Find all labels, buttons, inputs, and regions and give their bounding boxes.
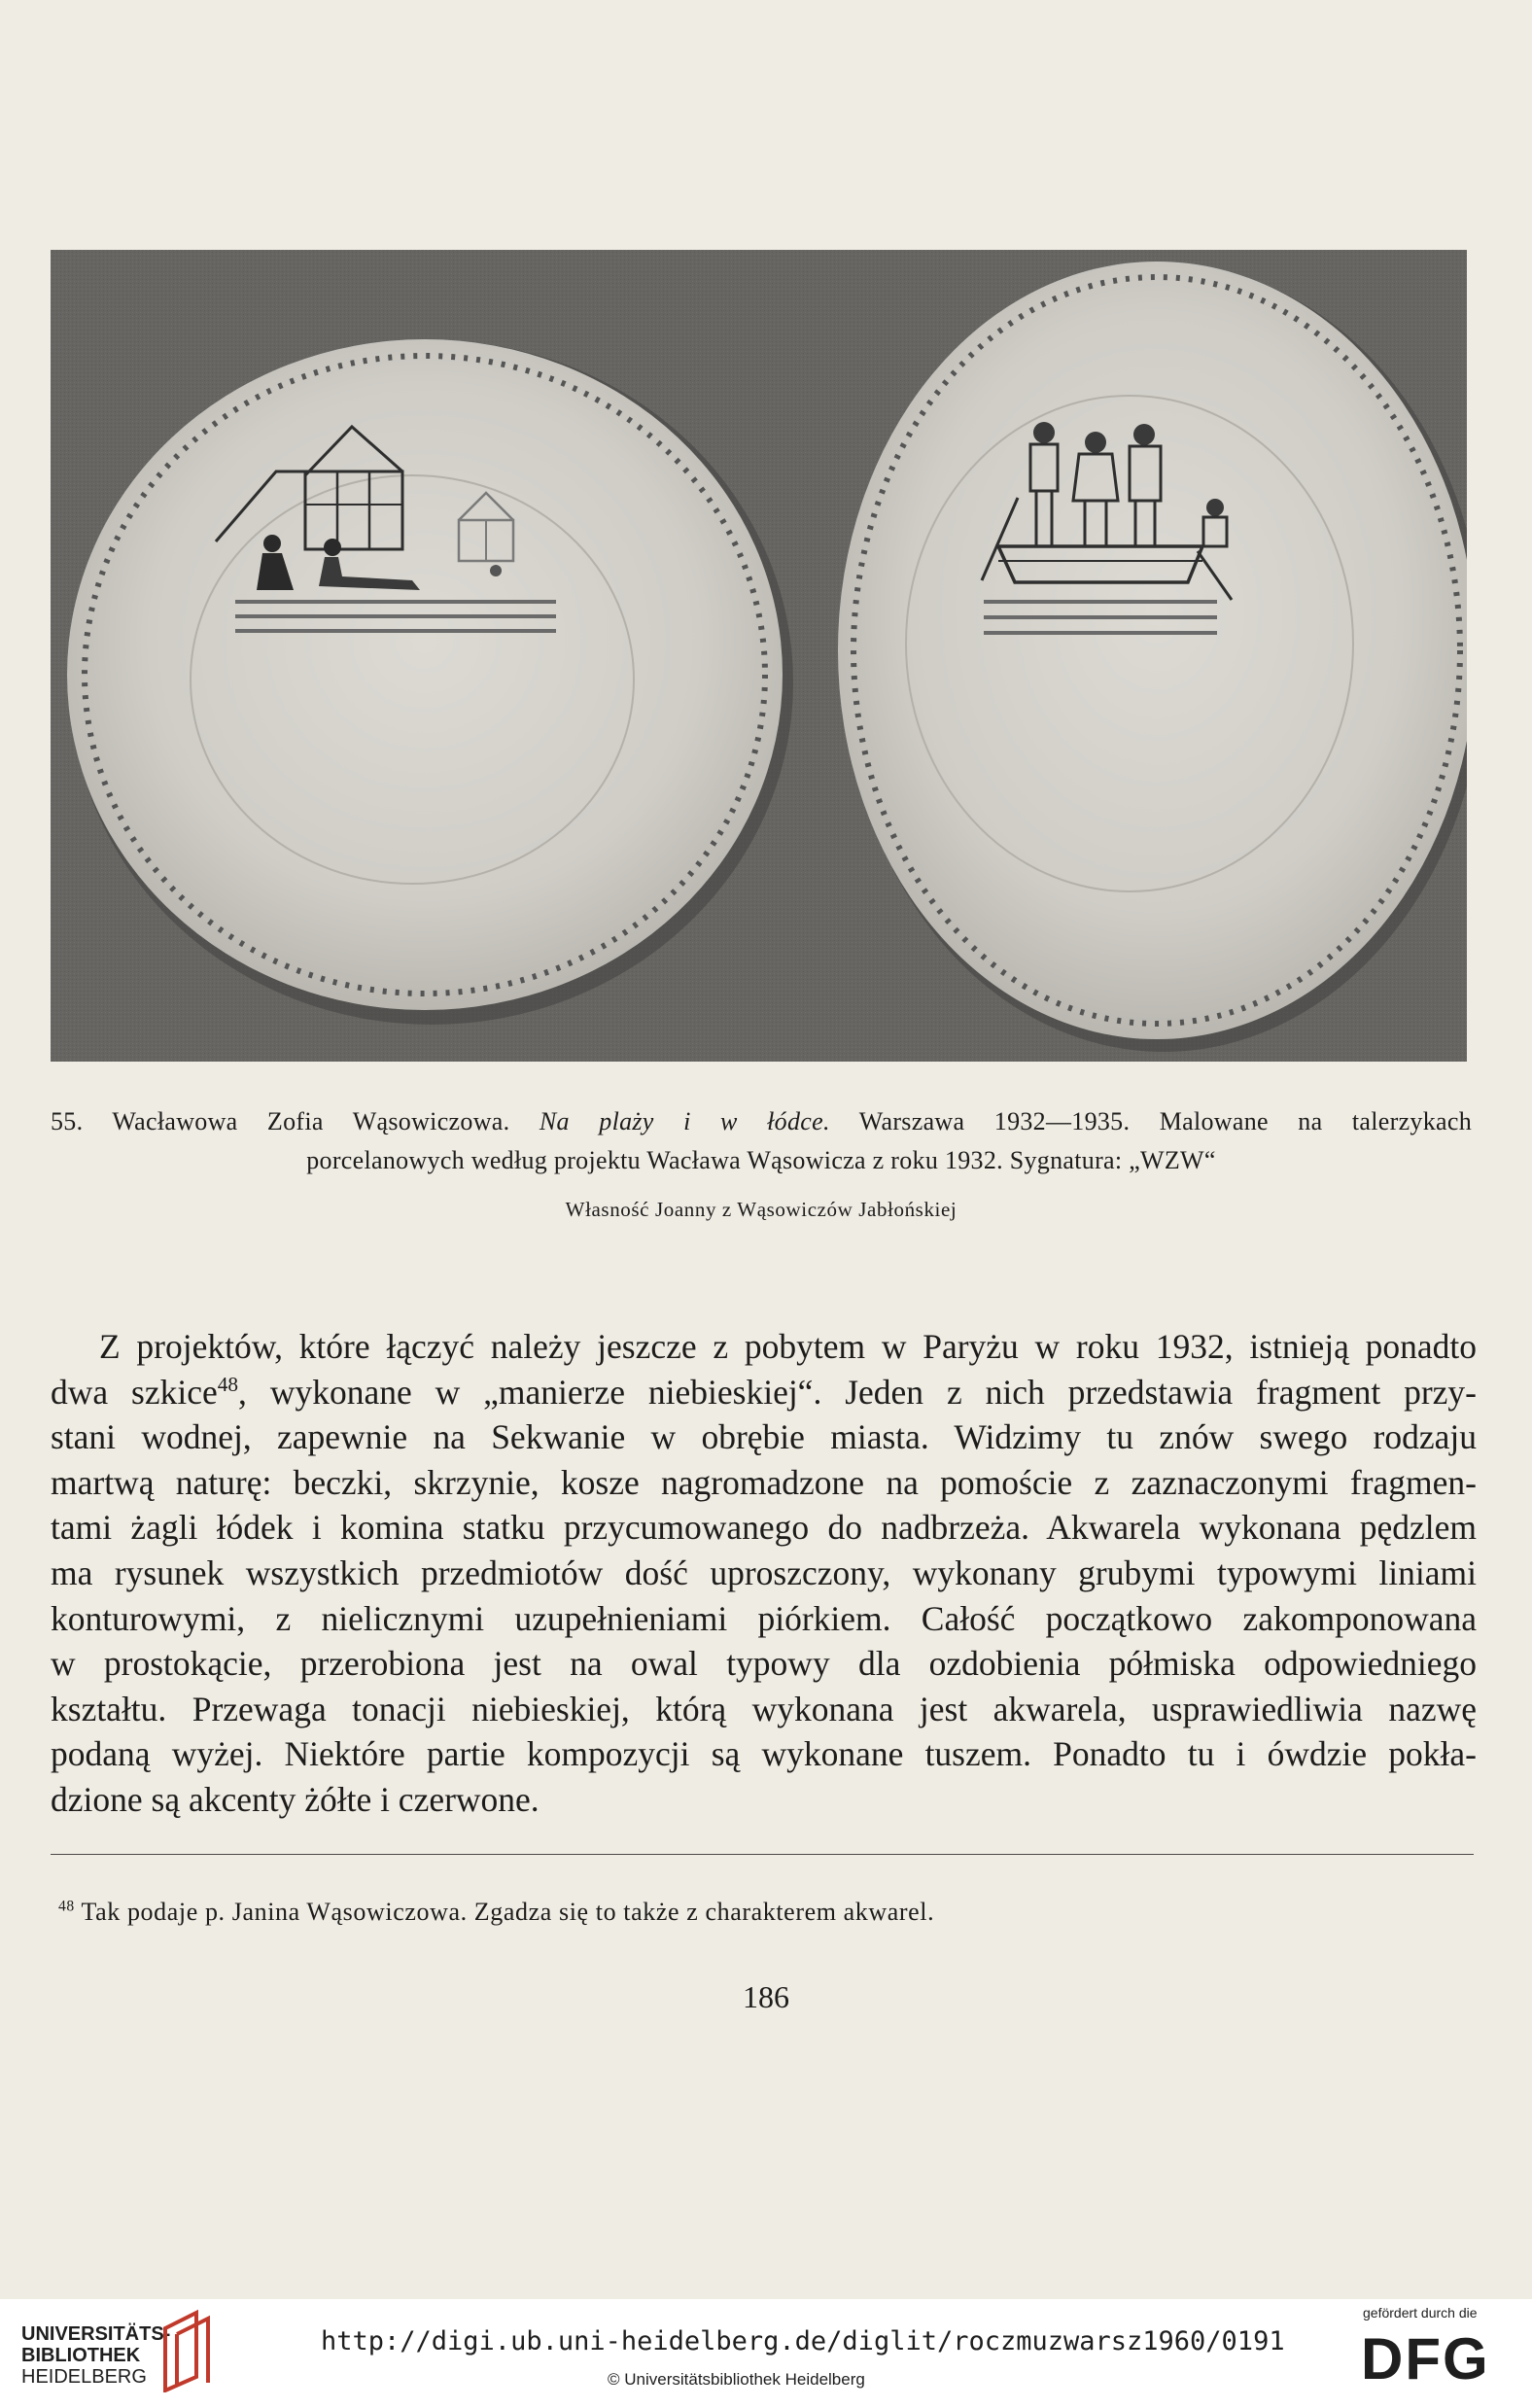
body-line-segment: , wykonane w „manierze niebieskiej“. Jeden z nich przedstawia fragment przy- [238, 1372, 1477, 1412]
caption-title: Na plaży i w łódce. [539, 1107, 830, 1135]
body-line: dzione są akcenty żółte i czerwone. [51, 1779, 540, 1819]
funded-by-label: gefördert durch die [1363, 2305, 1478, 2321]
body-line-segment: dwa szkice [51, 1372, 218, 1412]
footnote-divider [51, 1854, 1474, 1855]
figure-caption [51, 1102, 1472, 1180]
caption-line-1 [51, 1102, 1472, 1141]
body-line: w prostokącie, przerobiona jest na owal typowy dla ozdobienia półmiska odpowiedniego [51, 1644, 1477, 1684]
library-name-line-2: BIBLIOTHEK [21, 2345, 141, 2366]
library-name-line-3: HEIDELBERG [21, 2366, 147, 2388]
copyright-notice: © Universitätsbibliothek Heidelberg [608, 2370, 865, 2389]
body-line: martwą naturę: beczki, skrzynie, kosze nagromadzone na pomoście z zaznaczonymi fragmen- [51, 1462, 1477, 1502]
body-line [51, 1370, 1477, 1415]
caption-author: Wacławowa Zofia Wąsowiczowa. [112, 1107, 510, 1135]
body-line: konturowymi, z nielicznymi uzupełnieniami piórkiem. Całość początkowo zakomponowana [51, 1598, 1477, 1638]
library-name [21, 2323, 170, 2388]
plate-beach-icon [67, 339, 793, 1025]
body-line: ma rysunek wszystkich przedmiotów dość uproszczony, wykonany grubymi typowymi liniami [51, 1553, 1477, 1592]
caption-line-2: porcelanowych według projektu Wacława Wąsowicza z roku 1932. Sygnatura: „WZW“ [306, 1146, 1216, 1174]
footnote-text: Tak podaje p. Janina Wąsowiczowa. Zgadza się to także z charakterem akwarel. [81, 1898, 935, 1926]
footnote-reference: 48 [217, 1372, 239, 1396]
body-line: podaną wyżej. Niektóre partie kompozycji są wykonane tuszem. Ponadto tu i ówdzie pokła- [51, 1734, 1477, 1774]
page-number: 186 [743, 1979, 789, 2014]
caption-number: 55. [51, 1107, 84, 1135]
caption-details: Warszawa 1932—1935. Malowane na talerzykach [858, 1107, 1472, 1135]
dfg-logo: DFG [1361, 2326, 1490, 2391]
library-logo-icon [157, 2309, 218, 2392]
body-paragraph [51, 1324, 1477, 1823]
footnote-marker: 48 [58, 1898, 75, 1915]
body-line: tami żagli łódek i komina statku przycumowanego do nadbrzeża. Akwarela wykonana pędzlem [51, 1508, 1477, 1548]
library-name-line-1: UNIVERSITÄTS- [21, 2323, 171, 2345]
source-url-link[interactable]: http://digi.ub.uni-heidelberg.de/diglit/roczmuzwarsz1960/0191 [321, 2326, 1285, 2356]
figure-photograph [51, 250, 1467, 1062]
ownership-note: Własność Joanny z Wąsowiczów Jabłońskiej [565, 1198, 958, 1221]
body-line: stani wodnej, zapewnie na Sekwanie w obrębie miasta. Widzimy tu znów swego rodzaju [51, 1417, 1477, 1457]
body-line: kształtu. Przewaga tonacji niebieskiej, którą wykonana jest akwarela, usprawiedliwia nazwę [51, 1689, 1477, 1728]
footnote [58, 1898, 1419, 1927]
body-line: Z projektów, które łączyć należy jeszcze z pobytem w Paryżu w roku 1932, istnieją ponadto [99, 1327, 1477, 1366]
